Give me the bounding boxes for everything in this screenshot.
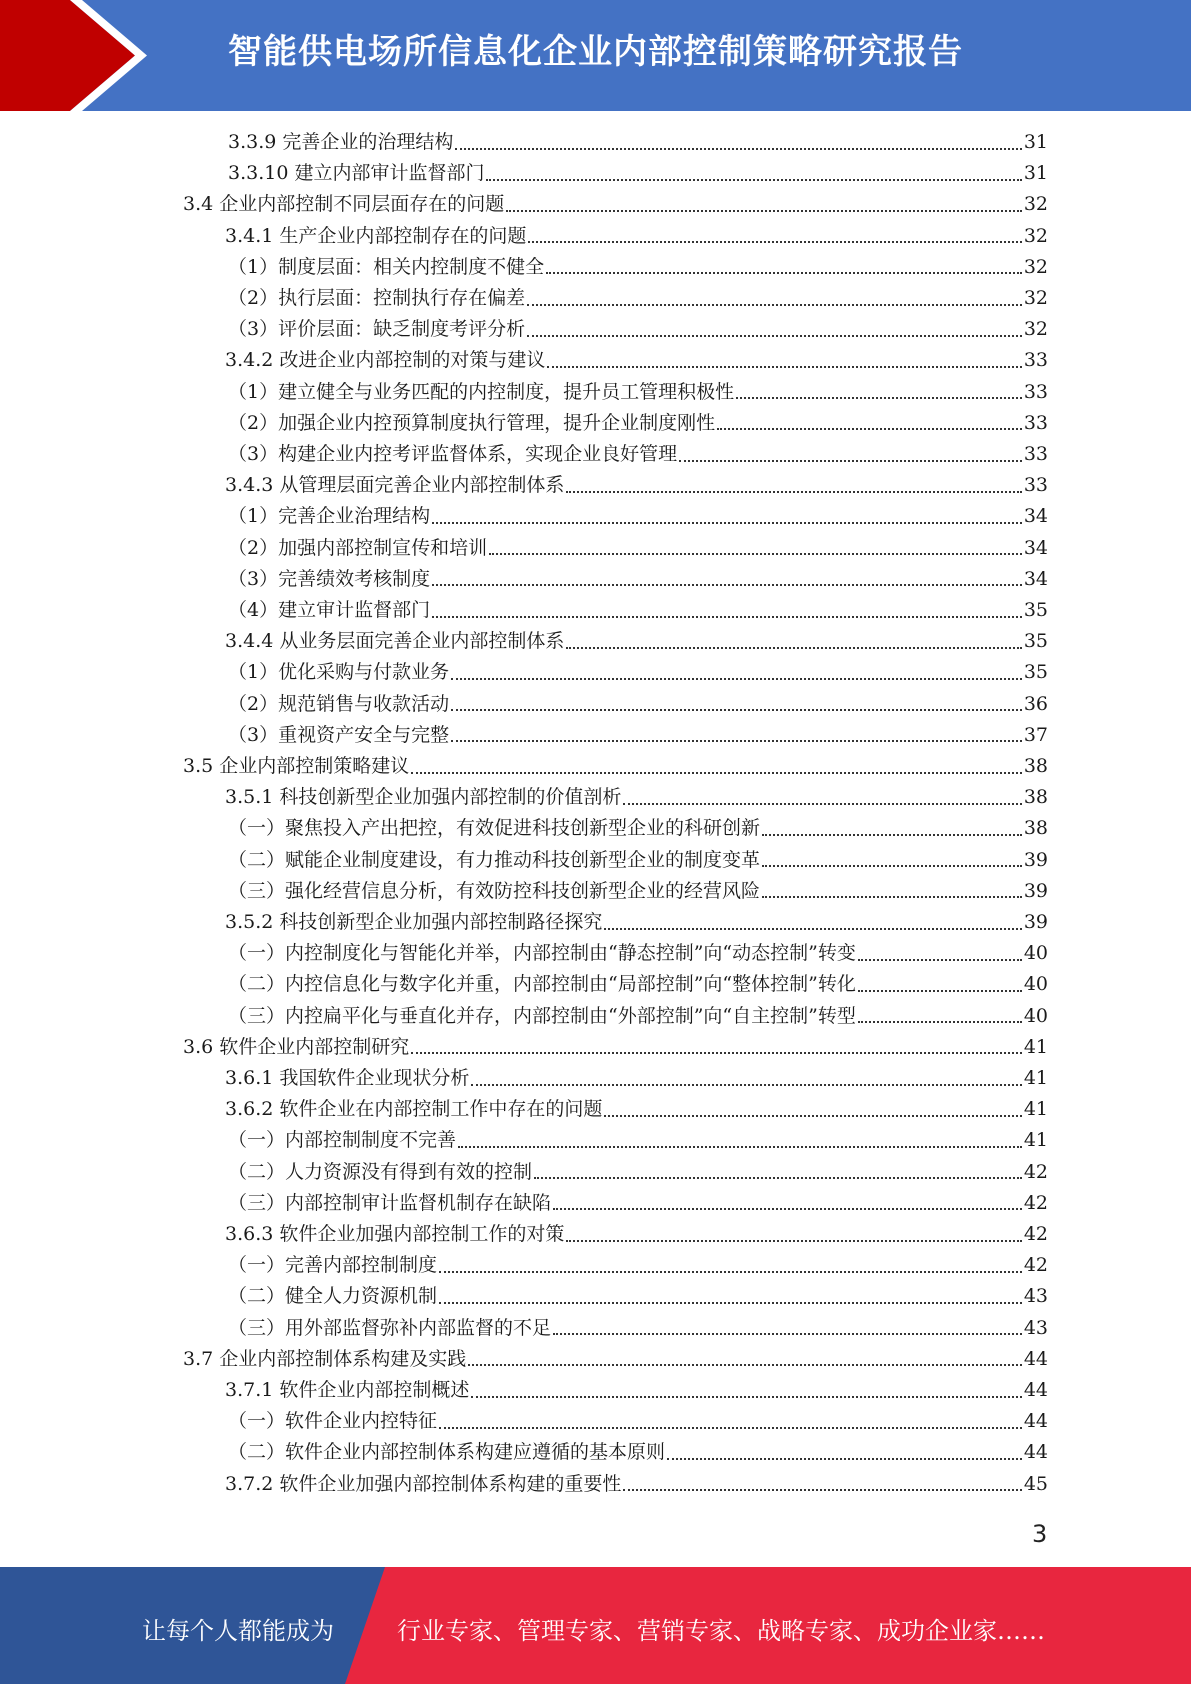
dot-leader [762,865,1022,867]
toc-entry-page: 38 [1023,817,1048,840]
toc-entry-label: 3.5 企业内部控制策略建议 [183,755,410,777]
toc-entry[interactable] [228,1281,1048,1312]
toc-entry[interactable] [228,408,1048,439]
toc-entry-label: （2）执行层面：控制执行存在偏差 [228,287,526,309]
toc-entry[interactable] [228,1250,1048,1281]
toc-entry-label: （3）评价层面：缺乏制度考评分析 [228,318,526,341]
toc-entry[interactable] [228,439,1048,470]
toc-entry-label: 3.6.3 软件企业加强内部控制工作的对策 [225,1223,565,1245]
toc-entry[interactable] [228,657,1048,688]
dot-leader [486,179,1021,181]
toc-entry-label: （一）完善内部控制制度 [228,1254,438,1277]
toc-entry-label: 3.4 企业内部控制不同层面存在的问题 [183,193,505,216]
toc-entry-page: 42 [1023,1160,1048,1183]
chevron-logo-icon [0,0,160,111]
report-title: 智能供电场所信息化企业内部控制策略研究报告 [228,32,963,72]
toc-entry[interactable] [225,1063,1048,1094]
toc-entry-page: 39 [1023,911,1048,933]
toc-entry-page: 32 [1023,255,1048,278]
toc-entry[interactable] [228,127,1048,158]
toc-entry-page: 40 [1023,1004,1048,1027]
toc-entry-label: （二）人力资源没有得到有效的控制 [228,1160,533,1183]
toc-entry-label: （2）规范销售与收款活动 [228,692,450,715]
footer-slogan-left: 让每个人都能成为 [142,1617,334,1645]
dot-leader [858,1021,1022,1023]
toc-entry-label: （二）赋能企业制度建设，有力推动科技创新型企业的制度变革 [228,848,761,871]
toc-entry[interactable] [225,221,1048,252]
toc-entry-page: 41 [1023,1035,1048,1058]
dot-leader [623,803,1021,805]
dot-leader [455,148,1021,150]
toc-entry-label: 3.4.3 从管理层面完善企业内部控制体系 [225,474,565,497]
dot-leader [534,1177,1022,1179]
toc-entry-label: 3.4.2 改进企业内部控制的对策与建议 [225,349,546,372]
toc-entry[interactable] [228,938,1048,969]
toc-entry-page: 34 [1023,536,1048,559]
toc-entry-page: 33 [1023,380,1048,403]
page-number: 3 [1032,1520,1048,1548]
toc-entry[interactable] [225,345,1048,376]
dot-leader [468,1364,1022,1366]
toc-entry[interactable] [228,283,1048,314]
dot-leader [717,428,1022,430]
toc-entry-label: 3.3.9 完善企业的治理结构 [228,131,454,153]
toc-entry[interactable] [228,845,1048,876]
toc-entry[interactable] [228,876,1048,907]
dot-leader [566,1240,1021,1242]
toc-entry-label: 3.5.1 科技创新型企业加强内部控制的价值剖析 [225,786,622,809]
dot-leader [604,928,1021,930]
toc-entry-page: 31 [1023,131,1048,153]
toc-entry-page: 34 [1023,567,1048,590]
dot-leader [566,647,1021,649]
dot-leader [471,1396,1021,1398]
toc-entry-page: 41 [1023,1129,1048,1152]
toc-entry[interactable] [228,564,1048,595]
toc-entry-page: 37 [1023,723,1048,746]
dot-leader [439,1302,1022,1304]
dot-leader [432,616,1022,618]
dot-leader [458,1146,1022,1148]
toc-entry-label: 3.6 软件企业内部控制研究 [183,1035,410,1058]
toc-entry-page: 39 [1023,848,1048,871]
toc-entry-page: 42 [1023,1254,1048,1277]
toc-entry-page: 41 [1023,1067,1048,1089]
dot-leader [506,210,1022,212]
toc-entry-page: 35 [1023,630,1048,653]
dot-leader [604,1115,1021,1117]
toc-entry-label: （二）软件企业内部控制体系构建应遵循的基本原则 [228,1441,666,1464]
dot-leader [762,834,1022,836]
toc-entry-page: 41 [1023,1098,1048,1121]
toc-entry-page: 38 [1023,755,1048,777]
toc-entry[interactable] [228,1001,1048,1032]
toc-entry[interactable] [183,189,1048,220]
dot-leader [667,1458,1022,1460]
toc-entry-page: 45 [1023,1472,1048,1495]
toc-entry[interactable] [228,595,1048,626]
page-footer [0,1567,1191,1684]
toc-entry[interactable] [228,158,1048,189]
toc-entry[interactable] [228,314,1048,345]
dot-leader [439,1427,1022,1429]
dot-leader [736,397,1022,399]
dot-leader [471,1084,1021,1086]
toc-entry[interactable] [228,813,1048,844]
toc-entry-page: 43 [1023,1316,1048,1339]
toc-entry-label: （一）内部控制制度不完善 [228,1129,457,1152]
toc-entry-page: 33 [1023,349,1048,372]
dot-leader [439,1271,1022,1273]
toc-entry-page: 34 [1023,505,1048,528]
toc-entry-label: （3）重视资产安全与完整 [228,723,450,746]
toc-entry-page: 32 [1023,193,1048,216]
toc-entry-page: 39 [1023,879,1048,902]
toc-entry[interactable] [183,1344,1048,1375]
toc-entry-label: 3.7 企业内部控制体系构建及实践 [183,1347,467,1370]
toc-entry[interactable] [228,720,1048,751]
dot-leader [411,772,1022,774]
dot-leader [547,366,1021,368]
dot-leader [451,709,1022,711]
toc-entry[interactable] [228,501,1048,532]
toc-entry-page: 35 [1023,661,1048,684]
toc-entry-label: （一）聚焦投入产出把控，有效促进科技创新型企业的科研创新 [228,817,761,840]
toc-entry-label: （1）完善企业治理结构 [228,505,431,528]
toc-entry-label: （4）建立审计监督部门 [228,599,431,621]
toc-entry-page: 33 [1023,411,1048,434]
dot-leader [451,740,1022,742]
toc-entry-page: 33 [1023,443,1048,465]
footer-slogan-right: 行业专家、管理专家、营销专家、战略专家、成功企业家…… [397,1617,1045,1645]
toc-entry-page: 42 [1023,1223,1048,1245]
dot-leader [858,959,1022,961]
toc-entry-label: 3.7.1 软件企业内部控制概述 [225,1379,470,1401]
toc-entry-label: （1）制度层面：相关内控制度不健全 [228,255,545,278]
dot-leader [432,522,1022,524]
dot-leader [858,990,1022,992]
toc-entry-page: 32 [1023,318,1048,341]
toc-entry[interactable] [225,1094,1048,1125]
toc-entry-page: 44 [1023,1410,1048,1433]
toc-entry-page: 38 [1023,786,1048,809]
toc-entry[interactable] [183,751,1048,782]
toc-entry-label: （二）健全人力资源机制 [228,1285,438,1308]
toc-entry[interactable] [228,1406,1048,1437]
dot-leader [623,1489,1021,1491]
toc-entry-label: （三）内部控制审计监督机制存在缺陷 [228,1191,552,1214]
page-header [0,0,1191,111]
dot-leader [527,335,1022,337]
toc-entry-label: （三）用外部监督弥补内部监督的不足 [228,1316,552,1339]
toc-entry-page: 44 [1023,1441,1048,1464]
toc-entry-label: （3）构建企业内控考评监督体系，实现企业良好管理 [228,443,678,465]
toc-entry-page: 42 [1023,1191,1048,1214]
toc-entry[interactable] [228,533,1048,564]
toc-entry[interactable] [225,782,1048,813]
toc-entry[interactable] [225,1375,1048,1406]
dot-leader [527,304,1022,306]
toc-entry-page: 35 [1023,599,1048,621]
toc-entry-label: （一）内控制度化与智能化并举，内部控制由“静态控制”向“动态控制”转变 [228,942,856,965]
toc-entry-label: （一）软件企业内控特征 [228,1410,438,1433]
toc-entry-page: 44 [1023,1347,1048,1370]
dot-leader [546,272,1022,274]
toc-entry-page: 40 [1023,942,1048,965]
toc-entry[interactable] [228,1437,1048,1468]
toc-entry[interactable] [228,1313,1048,1344]
dot-leader [432,584,1022,586]
dot-leader [566,491,1021,493]
dot-leader [411,1052,1022,1054]
dot-leader [762,896,1022,898]
toc-entry-label: （1）建立健全与业务匹配的内控制度，提升员工管理积极性 [228,380,735,403]
toc-entry[interactable] [228,689,1048,720]
dot-leader [553,1333,1022,1335]
toc-entry-label: （2）加强内部控制宣传和培训 [228,536,488,559]
toc-entry-page: 31 [1023,162,1048,185]
toc-entry-label: （三）内控扁平化与垂直化并存，内部控制由“外部控制”向“自主控制”转型 [228,1004,856,1027]
toc-entry-label: （二）内控信息化与数字化并重，内部控制由“局部控制”向“整体控制”转化 [228,973,856,996]
toc-entry-label: 3.4.4 从业务层面完善企业内部控制体系 [225,630,565,653]
toc-entry[interactable] [225,1219,1048,1250]
toc-entry-label: 3.7.2 软件企业加强内部控制体系构建的重要性 [225,1472,622,1495]
toc-entry-label: 3.4.1 生产企业内部控制存在的问题 [225,224,527,247]
toc-entry-page: 44 [1023,1379,1048,1401]
toc-entry[interactable] [228,1188,1048,1219]
toc-entry[interactable] [225,1469,1048,1500]
dot-leader [679,460,1022,462]
dot-leader [553,1208,1022,1210]
toc-entry-label: 3.3.10 建立内部审计监督部门 [228,162,485,185]
toc-entry-page: 33 [1023,474,1048,497]
toc-entry-page: 43 [1023,1285,1048,1308]
toc-entry-page: 40 [1023,973,1048,996]
toc-entry-page: 32 [1023,224,1048,247]
toc-entry[interactable] [228,252,1048,283]
toc-entry[interactable] [228,1157,1048,1188]
dot-leader [528,241,1021,243]
dot-leader [489,553,1022,555]
toc-entry[interactable] [225,626,1048,657]
toc-entry-label: （3）完善绩效考核制度 [228,567,431,590]
toc-entry-label: （2）加强企业内控预算制度执行管理，提升企业制度刚性 [228,411,716,434]
toc-entry[interactable] [225,470,1048,501]
toc-entry-label: 3.6.2 软件企业在内部控制工作中存在的问题 [225,1098,603,1121]
toc-entry-page: 32 [1023,287,1048,309]
dot-leader [451,678,1022,680]
toc-entry-label: （1）优化采购与付款业务 [228,661,450,684]
toc-entry[interactable] [183,1032,1048,1063]
toc-entry[interactable] [225,907,1048,938]
toc-entry-page: 36 [1023,692,1048,715]
toc-entry-label: 3.5.2 科技创新型企业加强内部控制路径探究 [225,911,603,933]
toc-entry[interactable] [228,377,1048,408]
toc-entry-label: 3.6.1 我国软件企业现状分析 [225,1067,470,1089]
toc-entry[interactable] [228,969,1048,1000]
toc-entry-label: （三）强化经营信息分析，有效防控科技创新型企业的经营风险 [228,879,761,902]
toc-entry[interactable] [228,1125,1048,1156]
